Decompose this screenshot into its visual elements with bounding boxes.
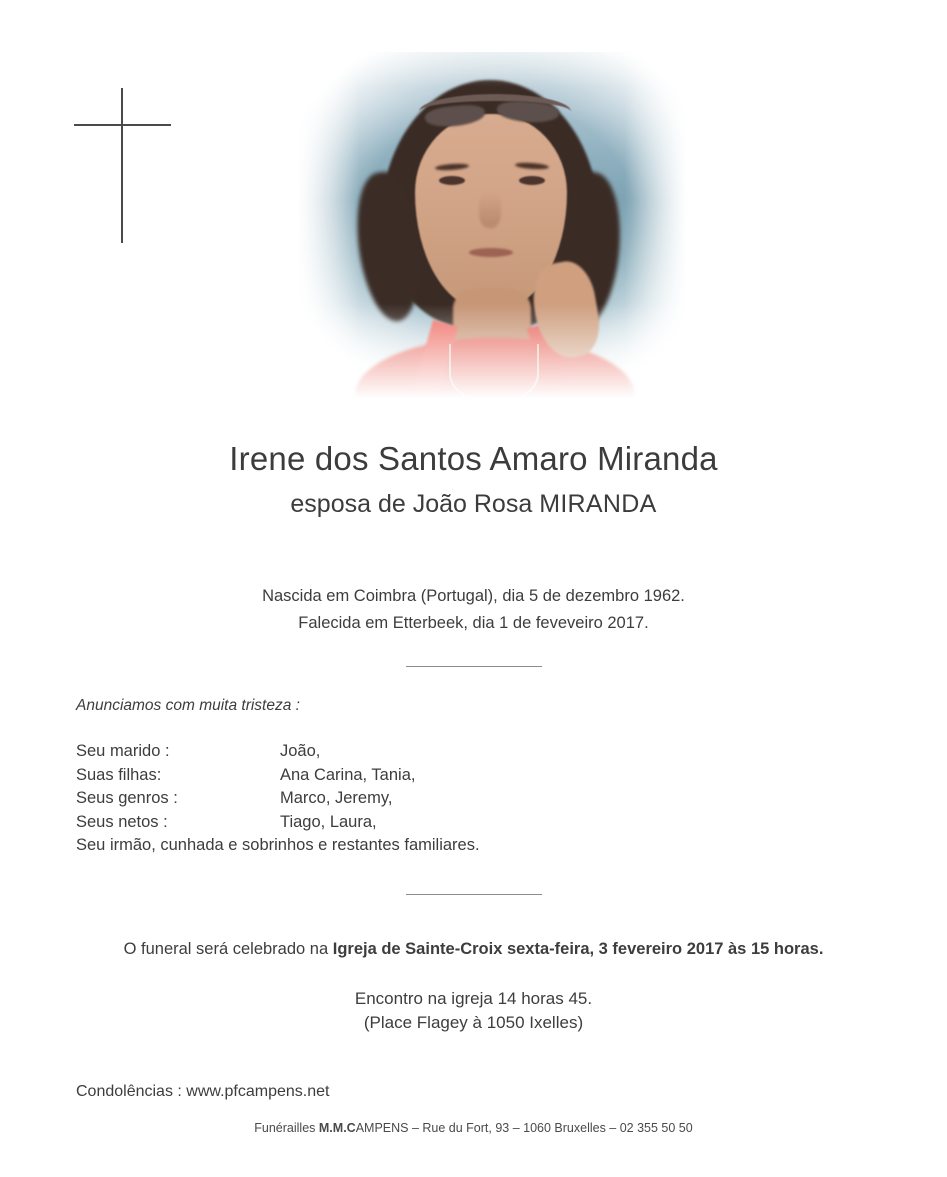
deceased-name: Irene dos Santos Amaro Miranda: [229, 440, 718, 477]
cross-horizontal-bar: [74, 124, 171, 126]
birth-line: Nascida em Coimbra (Portugal), dia 5 de dezembro 1962.: [262, 587, 685, 605]
portrait-image: [297, 52, 687, 402]
family-value: Ana Carina, Tania,: [280, 765, 416, 784]
family-label: Seus genros :: [76, 789, 178, 807]
spouse-surname: MIRANDA: [539, 490, 657, 518]
funeral-prefix: O funeral será celebrado na: [123, 940, 333, 958]
divider-top: [406, 666, 542, 667]
announcement-text: Anunciamos com muita tristeza :: [76, 697, 300, 714]
family-value: João,: [280, 742, 321, 760]
family-label: Suas filhas:: [76, 765, 162, 784]
family-value: Marco, Jeremy,: [280, 789, 393, 807]
funeral-info: [0, 940, 947, 959]
family-label: Seu marido :: [76, 742, 170, 760]
family-others: Seu irmão, cunhada e sobrinhos e restantes familiares.: [76, 836, 480, 854]
family-row: [76, 764, 480, 788]
family-label: Seus netos :: [76, 812, 168, 831]
cross-vertical-bar: [121, 88, 123, 243]
footer-suffix: AMPENS – Rue du Fort, 93 – 1060 Bruxelles – 02 355 50 50: [355, 1121, 693, 1135]
meeting-place: (Place Flagey à 1050 Ixelles): [363, 1013, 584, 1032]
condolences-line[interactable]: Condolências : www.pfcampens.net: [76, 1083, 330, 1100]
meeting-info: [0, 987, 947, 1035]
family-value: Tiago, Laura,: [280, 812, 377, 831]
spouse-line: [0, 490, 947, 519]
cross-icon: [74, 88, 174, 248]
footer-prefix: Funérailles: [254, 1121, 319, 1135]
funeral-details: Igreja de Sainte-Croix sexta-feira, 3 fevereiro 2017 às 15 horas.: [332, 940, 824, 958]
meeting-time: Encontro na igreja 14 horas 45.: [354, 989, 593, 1008]
divider-bottom: [406, 894, 542, 895]
footer-funeral-home: [0, 1121, 947, 1135]
family-row: [76, 787, 480, 811]
family-row: [76, 740, 480, 764]
portrait-photo: [297, 52, 687, 402]
family-row: [76, 811, 480, 835]
spouse-line-prefix: esposa de João Rosa: [290, 490, 540, 518]
death-line: Falecida em Etterbeek, dia 1 de feveveiro 2017.: [298, 614, 649, 632]
life-dates: [0, 583, 947, 637]
footer-bold: M.M.C: [318, 1121, 356, 1135]
family-list: [76, 740, 480, 858]
portrait-vignette: [297, 52, 687, 402]
